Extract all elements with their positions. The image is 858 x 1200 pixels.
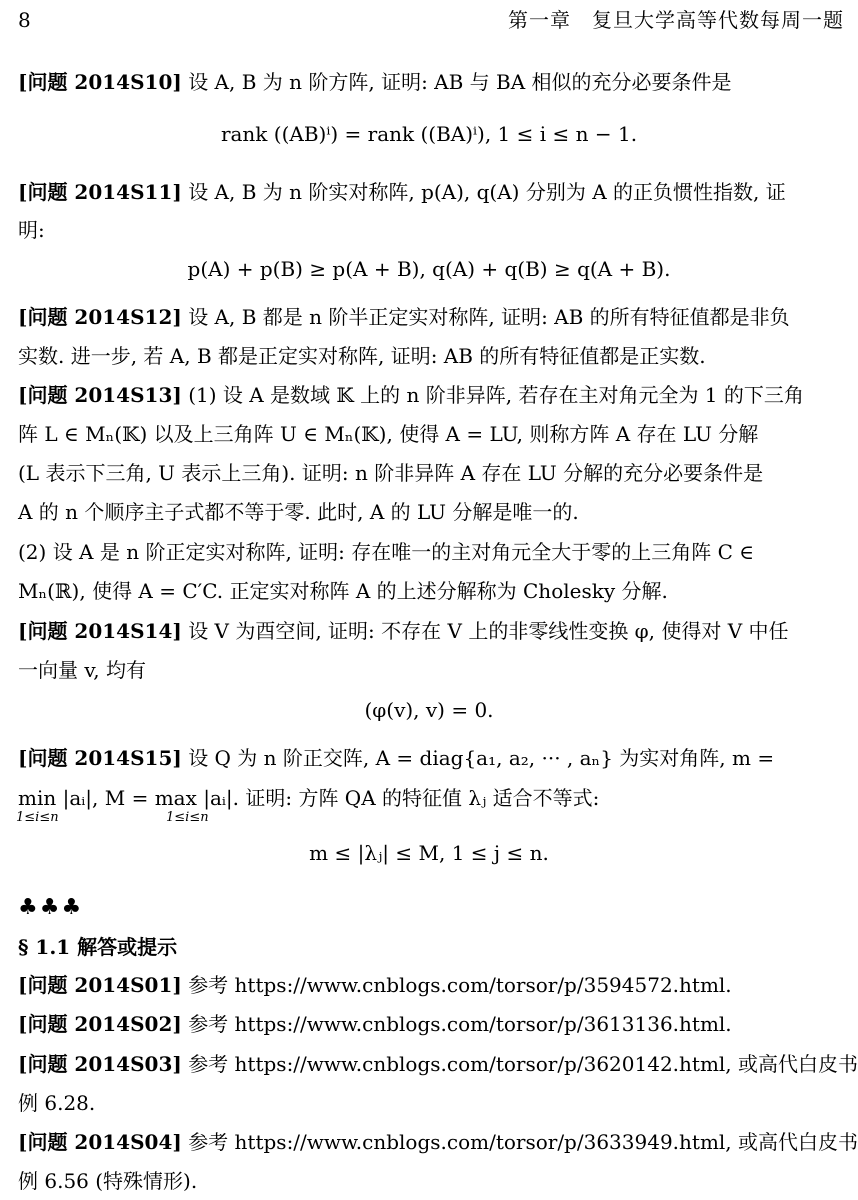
answer-text: 参考 https://www.cnblogs.com/torsor/p/3633949.html, 或高代白皮书 bbox=[188, 1130, 858, 1154]
problem-s13-line-2: 阵 L ∈ Mₙ(𝕂) 以及上三角阵 U ∈ Mₙ(𝕂), 使得 A = LU, 则称方阵 A 存在 LU 分解 bbox=[18, 422, 759, 446]
answer-tag: [问题 2014S02] bbox=[18, 1012, 182, 1036]
problem-s12-line-2: 实数. 进一步, 若 A, B 都是正定实对称阵, 证明: AB 的所有特征值都是正实数. bbox=[18, 344, 706, 368]
problem-tag: [问题 2014S14] bbox=[18, 619, 182, 643]
problem-s13-line-6: Mₙ(ℝ), 使得 A = C′C. 正定实对称阵 A 的上述分解称为 Cholesky 分解. bbox=[18, 579, 668, 603]
answer-s01 bbox=[18, 973, 732, 997]
problem-s14-line-1 bbox=[18, 619, 789, 643]
problem-tag: [问题 2014S15] bbox=[18, 746, 182, 770]
problem-s12-line-1 bbox=[18, 305, 790, 329]
problem-tag: [问题 2014S11] bbox=[18, 180, 182, 204]
running-title: 第一章 复旦大学高等代数每周一题 bbox=[508, 8, 844, 32]
answer-text: 参考 https://www.cnblogs.com/torsor/p/3613136.html. bbox=[188, 1012, 732, 1036]
problem-s10-line-1 bbox=[18, 70, 732, 94]
answer-tag: [问题 2014S03] bbox=[18, 1052, 182, 1076]
problem-s10-equation: rank ((AB)ⁱ) = rank ((BA)ⁱ), 1 ≤ i ≤ n − 1. bbox=[220, 122, 638, 146]
problem-tag: [问题 2014S12] bbox=[18, 305, 182, 329]
problem-tag: [问题 2014S13] bbox=[18, 383, 182, 407]
answer-s04-cont: 例 6.56 (特殊情形). bbox=[18, 1169, 198, 1193]
problem-s11-line-1 bbox=[18, 180, 786, 204]
problem-s11-equation: p(A) + p(B) ≥ p(A + B), q(A) + q(B) ≥ q(A + B). bbox=[187, 257, 671, 281]
problem-s15-equation: m ≤ |λⱼ| ≤ M, 1 ≤ j ≤ n. bbox=[309, 841, 549, 865]
problem-text: 设 Q 为 n 阶正交阵, A = diag{a₁, a₂, ··· , aₙ} 为实对角阵, m = bbox=[188, 746, 775, 770]
problem-s14-equation: (φ(v), v) = 0. bbox=[364, 698, 494, 722]
answer-s04 bbox=[18, 1130, 858, 1154]
answer-s02 bbox=[18, 1012, 732, 1036]
clubs-separator: ♣♣♣ bbox=[18, 895, 84, 920]
problem-s13-line-4: A 的 n 个顺序主子式都不等于零. 此时, A 的 LU 分解是唯一的. bbox=[18, 500, 579, 524]
min-limit-subscript: 1≤i≤n bbox=[16, 810, 59, 825]
problem-s13-line-1 bbox=[18, 383, 804, 407]
problem-s13-line-5: (2) 设 A 是 n 阶正定实对称阵, 证明: 存在唯一的主对角元全大于零的上三角阵 C ∈ bbox=[18, 540, 755, 564]
problem-text: 设 A, B 为 n 阶实对称阵, p(A), q(A) 分别为 A 的正负惯性指数, 证 bbox=[188, 180, 786, 204]
answer-s03 bbox=[18, 1052, 858, 1076]
page-number: 8 bbox=[18, 8, 31, 32]
problem-s15-line-1 bbox=[18, 746, 774, 770]
problem-text: (1) 设 A 是数域 𝕂 上的 n 阶非异阵, 若存在主对角元全为 1 的下三角 bbox=[188, 383, 804, 407]
answer-text: 参考 https://www.cnblogs.com/torsor/p/3620142.html, 或高代白皮书 bbox=[188, 1052, 858, 1076]
answer-text: 参考 https://www.cnblogs.com/torsor/p/3594572.html. bbox=[188, 973, 732, 997]
problem-s14-line-2: 一向量 v, 均有 bbox=[18, 658, 146, 682]
problem-text: 设 A, B 都是 n 阶半正定实对称阵, 证明: AB 的所有特征值都是非负 bbox=[188, 305, 790, 329]
answer-tag: [问题 2014S01] bbox=[18, 973, 182, 997]
answer-tag: [问题 2014S04] bbox=[18, 1130, 182, 1154]
problem-s11-line-2: 明: bbox=[18, 218, 45, 242]
answer-s03-cont: 例 6.28. bbox=[18, 1091, 96, 1115]
problem-s15-line-2: min |aᵢ|, M = max |aᵢ|. 证明: 方阵 QA 的特征值 λⱼ 适合不等式: bbox=[18, 786, 600, 810]
problem-tag: [问题 2014S10] bbox=[18, 70, 182, 94]
problem-text: 设 V 为酉空间, 证明: 不存在 V 上的非零线性变换 φ, 使得对 V 中任 bbox=[188, 619, 789, 643]
problem-text: 设 A, B 为 n 阶方阵, 证明: AB 与 BA 相似的充分必要条件是 bbox=[188, 70, 732, 94]
problem-s13-line-3: (L 表示下三角, U 表示上三角). 证明: n 阶非异阵 A 存在 LU 分解的充分必要条件是 bbox=[18, 461, 764, 485]
section-title: § 1.1 解答或提示 bbox=[18, 935, 178, 959]
max-limit-subscript: 1≤i≤n bbox=[166, 810, 209, 825]
